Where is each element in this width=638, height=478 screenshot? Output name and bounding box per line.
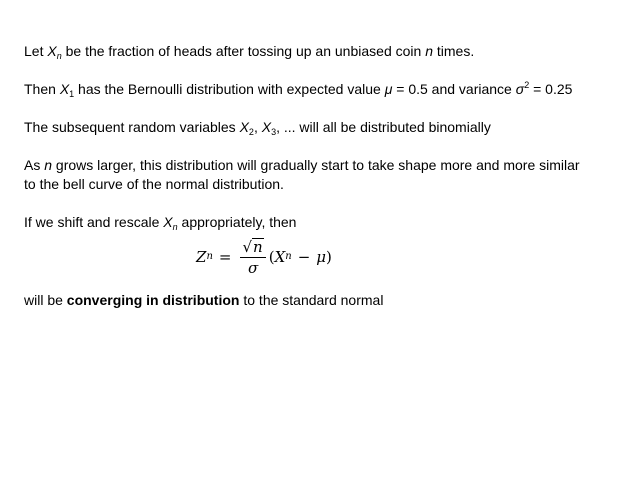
text: grows larger, this distribution will gradually start to take shape more and more similar [52, 157, 580, 173]
subscript: n [56, 51, 62, 61]
text: to the standard normal [239, 292, 384, 308]
text: , ... will all be distributed binomially [276, 119, 491, 135]
line-definition [24, 42, 474, 60]
text: Let [24, 43, 48, 59]
subscript: 2 [248, 127, 254, 137]
numerator [240, 238, 265, 258]
close-paren: ) [326, 248, 332, 266]
text: to the bell curve of the normal distribution. [24, 176, 284, 192]
text: has the Bernoulli distribution with expected value [74, 81, 385, 97]
var-x: X [59, 81, 70, 97]
var-x: X [163, 214, 173, 230]
line-bernoulli [24, 80, 572, 98]
var-x: X [239, 119, 249, 135]
text: appropriately, then [177, 214, 297, 230]
z-variable: Z [196, 248, 207, 266]
x-variable: X [274, 248, 286, 266]
var-x: X [47, 43, 57, 59]
text: The subsequent random variables [24, 119, 240, 135]
text: = 0.5 and variance [392, 81, 516, 97]
text: As [24, 157, 45, 173]
bold-term: converging in distribution [66, 292, 240, 308]
var-x: X [261, 119, 272, 135]
sqrt-argument: n [253, 237, 263, 256]
subscript: n [172, 222, 178, 232]
text: = 0.25 [529, 81, 573, 97]
var-n: n [44, 157, 53, 173]
sqrt-icon: √ [242, 237, 253, 256]
open-paren: ( [268, 248, 275, 266]
equals-sign: = [218, 248, 232, 266]
text: Then [24, 81, 60, 97]
superscript: 2 [524, 80, 530, 90]
line-bell-curve [24, 175, 284, 193]
text: will be [24, 292, 67, 308]
fraction [240, 238, 265, 277]
line-binomial [24, 118, 491, 136]
var-n: n [425, 43, 433, 59]
subscript: 3 [271, 127, 277, 137]
normalization-formula: Z n = √ n σ ( X n − μ ) [196, 237, 332, 277]
text: If we shift and rescale [24, 214, 164, 230]
text: , [253, 119, 262, 135]
line-grows [24, 156, 580, 174]
sigma-symbol: σ [515, 81, 525, 97]
minus-sign: − [297, 248, 311, 266]
mu-symbol: μ [384, 81, 393, 97]
mu-symbol: μ [316, 248, 327, 266]
subscript: 1 [69, 89, 75, 99]
text: times. [432, 43, 475, 59]
text: be the fraction of heads after tossing up an unbiased coin [61, 43, 426, 59]
line-conclusion [24, 291, 383, 309]
denominator: σ [247, 258, 259, 277]
